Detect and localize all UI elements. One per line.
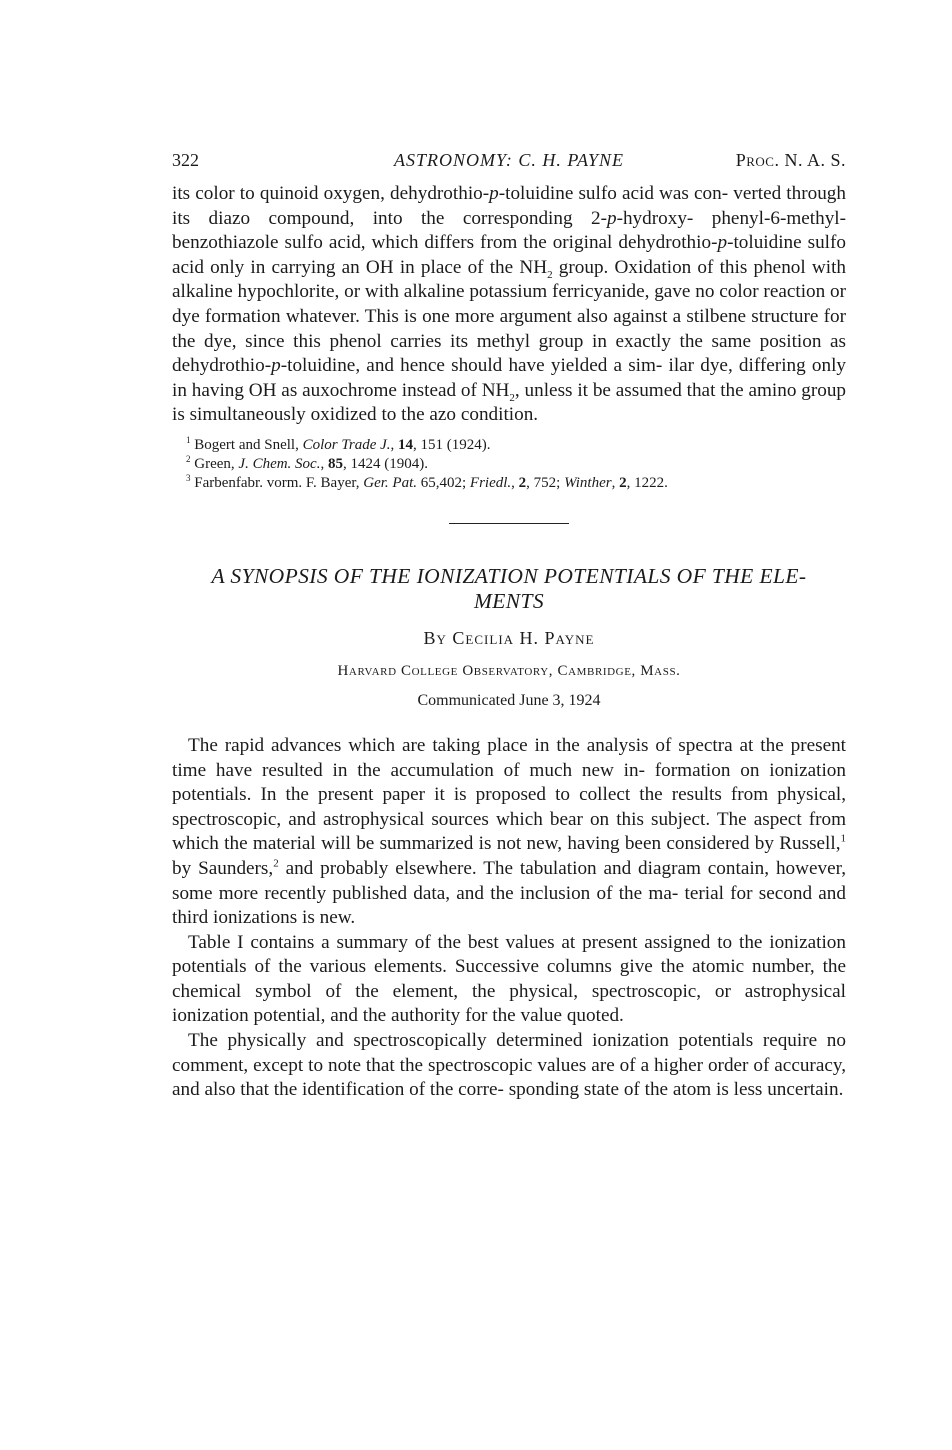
journal-name: Proc. N. A. S. bbox=[735, 150, 846, 170]
paragraph-3: The physically and spectroscopically determined ionization potentials require no comment, except to note that the spectroscopic values are of a higher order of accuracy, and also that the identification of the corre- sponding state of the atom is less uncertain. bbox=[172, 1030, 846, 1101]
article-title: A SYNOPSIS OF THE IONIZATION POTENTIALS OF THE ELE- MENTS bbox=[211, 563, 807, 613]
paragraph-2: Table I contains a summary of the best values at present assigned to the ionization potentials of the various elements. Successive columns give the atomic number, the chemical symbol of the element, the physical, spectroscopic, or astrophysical ionization potential, and the authority for the value quoted. bbox=[172, 931, 847, 1027]
footnotes bbox=[172, 436, 846, 493]
running-header bbox=[172, 150, 846, 176]
page bbox=[172, 150, 846, 1103]
author-byline: By Cecilia H. Payne bbox=[423, 627, 595, 648]
page-number: 322 bbox=[172, 150, 199, 170]
footnote-3: $^3$ Farbenfabr. vorm. F. Bayer, Ger. Pat. 65,402; Friedl., 2, 752; Winther, 2, 1222. bbox=[186, 472, 668, 491]
footnote-2: $^2$ Green, J. Chem. Soc., 85, 1424 (1904). bbox=[186, 453, 428, 472]
section-divider bbox=[449, 523, 569, 524]
continued-paragraph: its color to quinoid oxygen, dehydrothio-p-toluidine sulfo acid was con- verted through its diazo compound, into the corresponding 2-p-hydroxy- phenyl-6-methyl-benzothiazole sulfo acid, which differs from the original dehydrothio-p-toluidine sulfo acid only in carrying an OH in place of the $NH_2$ group. Oxidation of this phenol with alkaline hypochlorite, or with alkaline potassium ferricyanide, gave no color reaction or dye formation whatever. This is one more argument also against a stilbene structure for the dye, since this phenol carries its methyl group in exactly the same position as dehydrothio-p-toluidine, and hence should have yielded a sim- ilar dye, differing only in having OH as auxochrome instead of $NH_2$, unless it be assumed that the amino group is simultaneously oxidized to the azo condition. bbox=[172, 183, 847, 426]
paragraph-1: The rapid advances which are taking place in the analysis of spectra at the present time have resulted in the accumulation of much new in- formation on ionization potentials. In the present paper it is proposed to collect the results from physical, spectroscopic, and astrophysical sources which bear on this subject. The aspect from which the material will be summarized is not new, having been considered by Russell,$^1$ by Saunders,$^2$ and probably elsewhere. The tabulation and diagram contain, however, some more recently published data, and the inclusion of the ma- terial for second and third ionizations is new. bbox=[172, 734, 847, 929]
article-body bbox=[172, 734, 846, 1103]
communicated-date: Communicated June 3, 1924 bbox=[417, 691, 601, 709]
footnote-1: $^1$ Bogert and Snell, Color Trade J., 14, 151 (1924). bbox=[186, 434, 491, 453]
affiliation: Harvard College Observatory, Cambridge, Mass. bbox=[337, 662, 681, 679]
running-title: ASTRONOMY: C. H. PAYNE bbox=[393, 150, 625, 170]
